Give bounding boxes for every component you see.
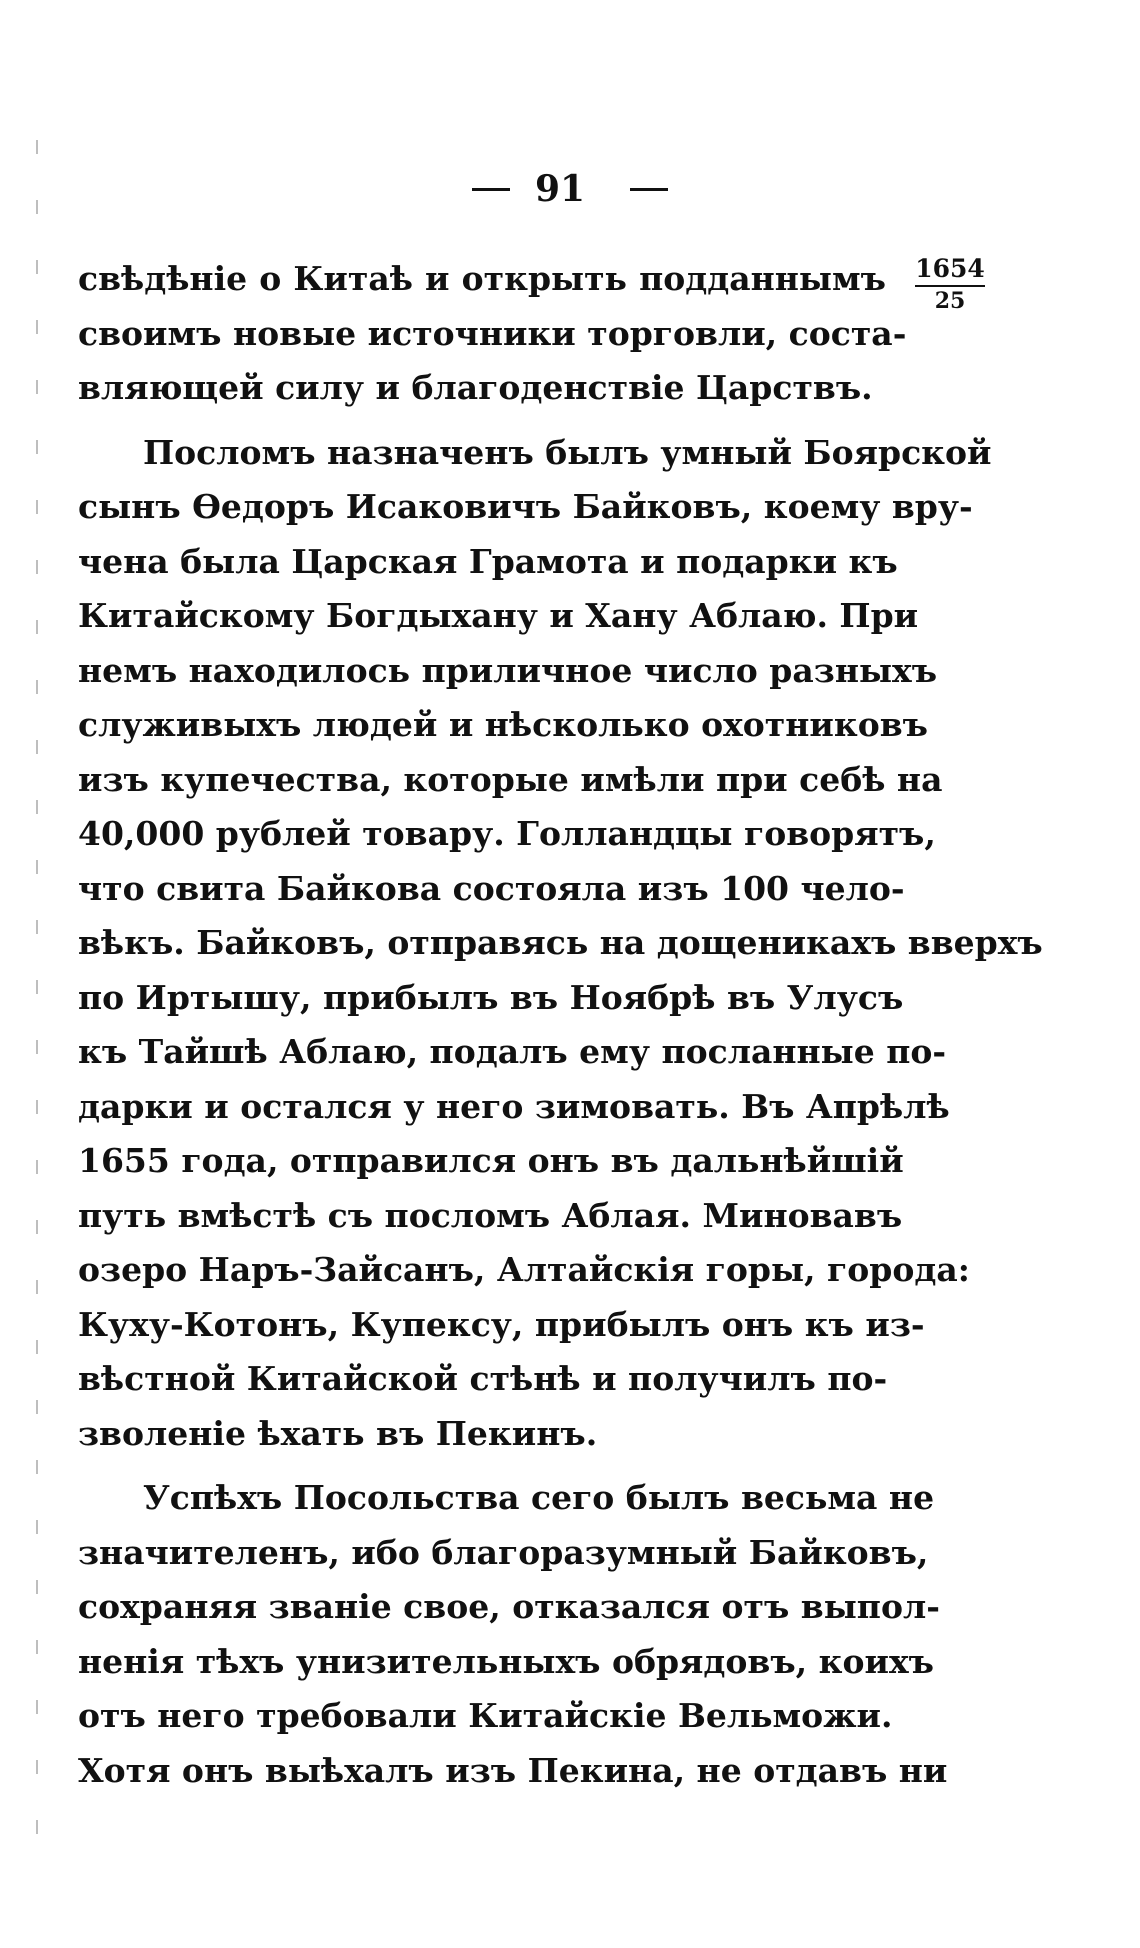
text-line: Куху-Котонъ, Купексу, прибылъ онъ къ из- bbox=[78, 1304, 925, 1344]
text-line: что свита Байкова состояла изъ 100 чело- bbox=[78, 868, 905, 908]
margin-date-note bbox=[915, 255, 985, 313]
text-line: Китайскому Богдыхану и Хану Аблаю. При bbox=[78, 596, 919, 635]
text-line: немъ находилось приличное число разныхъ bbox=[78, 650, 938, 690]
header-dash-left bbox=[472, 188, 510, 191]
text-line: отъ него требовали Китайскіе Вельможи. bbox=[78, 1696, 893, 1735]
text-line: вѣкъ. Байковъ, отправясь на дощеникахъ вверхъ bbox=[78, 923, 1043, 962]
text-line: путь вмѣстѣ съ посломъ Аблая. Миновавъ bbox=[78, 1195, 903, 1235]
text-line: вѣстной Китайской стѣнѣ и получилъ по- bbox=[78, 1359, 888, 1398]
text-line: изъ купечества, которые имѣли при себѣ на bbox=[78, 759, 943, 799]
text-line: озеро Наръ-Зайсанъ, Алтайскія горы, города: bbox=[78, 1250, 970, 1289]
text-line: зволеніе ѣхать въ Пекинъ. bbox=[78, 1413, 598, 1453]
scan-edge-mark bbox=[36, 140, 38, 1840]
page-header bbox=[0, 168, 1140, 210]
text-line: дарки и остался у него зимовать. Въ Апрѣлѣ bbox=[78, 1086, 950, 1126]
text-line: Посломъ назначенъ былъ умный Боярской bbox=[143, 432, 992, 472]
text-line: Хотя онъ выѣхалъ изъ Пекина, не отдавъ ни bbox=[78, 1750, 948, 1790]
text-line: вляющей силу и благоденствіе Царствъ. bbox=[78, 368, 873, 407]
text-line: по Иртышу, прибылъ въ Ноябрѣ въ Улусъ bbox=[78, 977, 904, 1017]
text-line: ненія тѣхъ унизительныхъ обрядовъ, коихъ bbox=[78, 1641, 934, 1681]
text-line: сохраняя званіе свое, отказался отъ выпол- bbox=[78, 1587, 940, 1626]
margin-year: 1654 bbox=[915, 255, 985, 287]
text-line: своимъ новые источники торговли, соста- bbox=[78, 313, 907, 353]
text-line: 1655 года, отправился онъ въ дальнѣйшій bbox=[78, 1141, 904, 1180]
paragraph bbox=[78, 252, 907, 416]
header-dash-right bbox=[630, 188, 668, 191]
text-line: 40,000 рублей товару. Голландцы говорятъ, bbox=[78, 814, 936, 853]
text-line: Успѣхъ Посольства сего былъ весьма не bbox=[143, 1478, 935, 1517]
text-line: служивыхъ людей и нѣсколько охотниковъ bbox=[78, 705, 928, 744]
paragraph bbox=[78, 1471, 948, 1798]
paragraph-gap bbox=[78, 1461, 886, 1471]
paragraph-gap bbox=[78, 416, 886, 426]
text-line: сынъ Ѳедоръ Исаковичъ Байковъ, коему вру- bbox=[78, 487, 973, 526]
text-line: чена была Царская Грамота и подарки къ bbox=[78, 541, 898, 581]
text-line: къ Тайшѣ Аблаю, подалъ ему посланные по- bbox=[78, 1032, 947, 1071]
paragraph bbox=[78, 426, 1043, 1462]
page-number: 91 bbox=[534, 168, 586, 210]
text-line: свѣдѣніе о Китаѣ и открыть подданнымъ bbox=[78, 259, 886, 298]
text-line: значителенъ, ибо благоразумный Байковъ, bbox=[78, 1532, 929, 1572]
margin-day: 25 bbox=[934, 287, 966, 314]
